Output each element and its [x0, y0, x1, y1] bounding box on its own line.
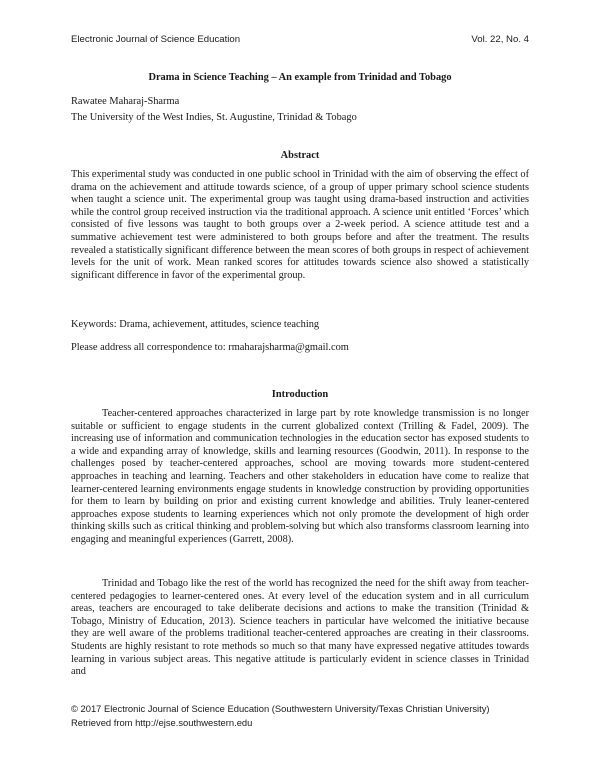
intro-paragraph: Teacher-centered approaches characterized in large part by rote knowledge transmission is no longer suitable or sufficient to engage students in the current globalized context (Trilling & Fadel, 2009). The increasing use of information and communication technologies in the education sector has exposed students to a wide and expanding array of knowledge, skills and learning resources (Goodwin, 2011). In response to the challenges posed by teacher-centered approaches, school are moving towards more student-centered approaches in teaching and learning. Teachers and other stakeholders in education have come to realize that learner-centered learning environments engage students in knowledge construction by providing opportunities for them to learn by building on prior and existing current knowledge and abilities. Truly leaner-centered approaches expose students to learning experiences which not only promote the development of high order thinking skills such as critical thinking and problem-solving but which also transforms classroom learning into engaging and meaningful experiences (Garrett, 2008).	[71, 408, 529, 545]
journal-name: Electronic Journal of Science Education	[71, 34, 241, 45]
abstract-heading: Abstract	[280, 150, 320, 161]
intro-paragraph: Trinidad and Tobago like the rest of the world has recognized the need for the shift away from teacher-centered pedagogies to learner-centered ones. At every level of the education system and in all curriculum areas, teachers are encouraged to take deliberate decisions and actions to make the transition (Trinidad & Tobago, Ministry of Education, 2013). Science teachers in particular have welcomed the initiative because they are well aware of the problems traditional teacher-centered approaches are creating in their classrooms. Students are highly resistant to rote methods so much so that many have expressed negative attitudes towards learning in various subject areas. This negative attitude is particularly evident in science classes in Trinidad and	[71, 578, 529, 678]
page-footer	[71, 702, 540, 730]
author-name: Rawatee Maharaj-Sharma	[71, 96, 180, 107]
paper-title: Drama in Science Teaching – An example from Trinidad and Tobago	[148, 72, 452, 83]
author-affiliation: The University of the West Indies, St. Augustine, Trinidad & Tobago	[71, 112, 357, 123]
running-header	[71, 34, 529, 45]
keywords: Keywords: Drama, achievement, attitudes, science teaching	[71, 319, 320, 330]
footer-retrieved: Retrieved from http://ejse.southwestern.edu	[71, 717, 253, 728]
introduction-heading: Introduction	[271, 389, 329, 400]
correspondence: Please address all correspondence to: rmaharajsharma@gmail.com	[71, 342, 349, 353]
author-block	[71, 94, 529, 126]
footer-copyright: © 2017 Electronic Journal of Science Education (Southwestern University/Texas Christian University)	[71, 703, 490, 714]
volume-issue: Vol. 22, No. 4	[471, 34, 529, 45]
abstract-text: This experimental study was conducted in one public school in Trinidad with the aim of observing the effect of drama on the achievement and attitude towards science, of a group of upper primary school science students when taught a science unit. The experimental group was taught using drama-based instruction and activities while the control group received instruction via the traditional approach. A science unit entitled ‘Forces’ which consisted of five lessons was taught to both groups over a 2-week period. A science attitude test and a summative achievement test were administered to both groups before and after the treatment. The results revealed a statistically significant difference between the mean scores of both groups in respect of achievement levels for the unit of work. Mean ranked scores for attitudes towards science also showed a statistically significant difference in favor of the experimental group.	[71, 169, 529, 281]
